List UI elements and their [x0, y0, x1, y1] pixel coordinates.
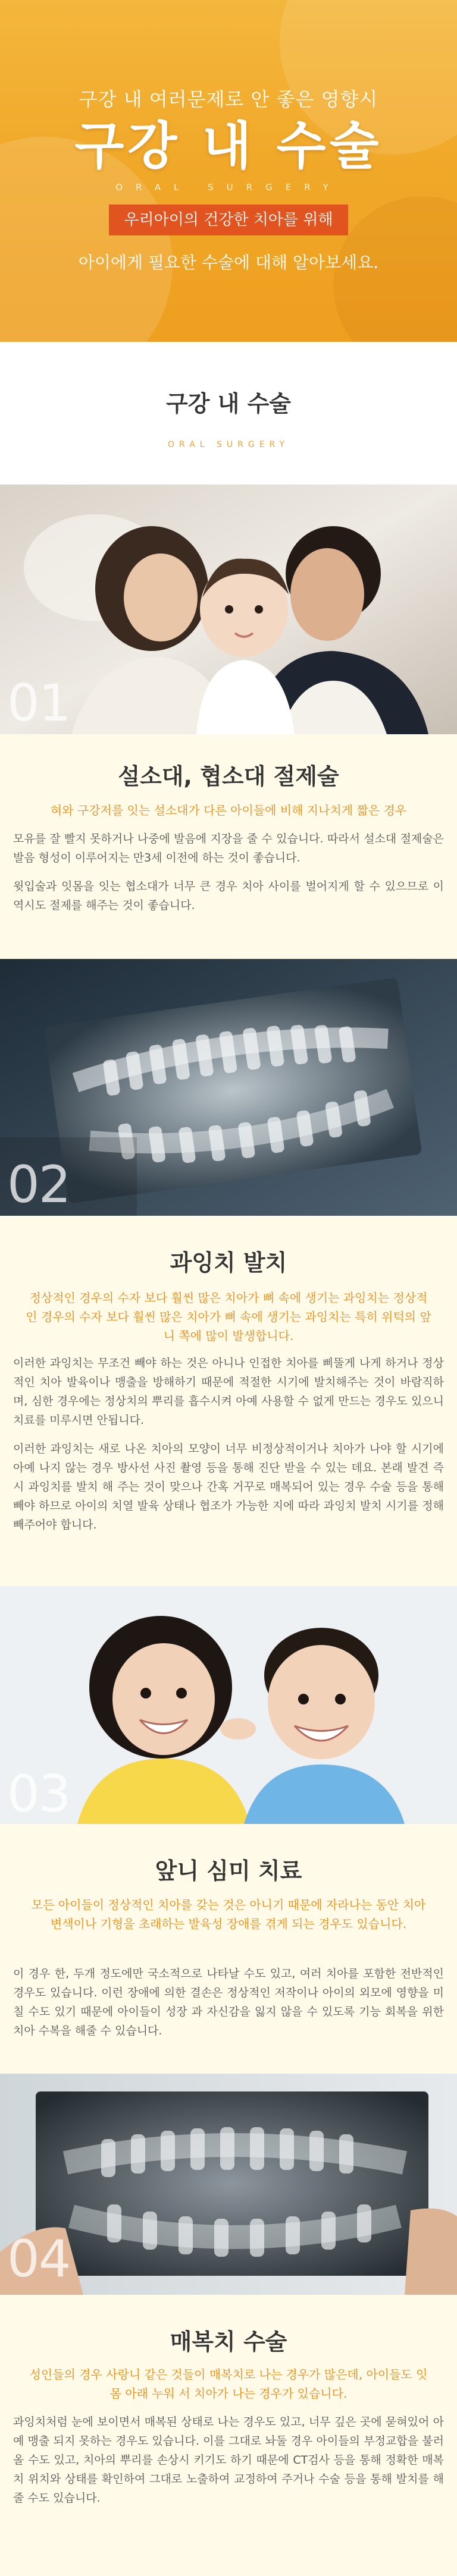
hero-banner: [0, 0, 457, 342]
section-body: [13, 1354, 444, 1544]
section-impacted-tooth-surgery: [0, 2295, 457, 2576]
section-title: 설소대, 협소대 절제술: [118, 763, 339, 790]
hero-english-title: ORAL SURGERY: [115, 182, 342, 193]
intro-title: 구강 내 수술: [166, 391, 291, 417]
xray-photo: [0, 959, 457, 1216]
hero-description: 아이에게 필요한 수술에 대해 알아보세요.: [78, 253, 379, 272]
section-lead: 혀와 구강저를 잇는 설소대가 다른 아이들에 비해 지나치게 짧은 경우: [50, 803, 407, 817]
section-number: 04: [7, 2229, 70, 2289]
panoramic-xray-photo: [0, 2074, 457, 2295]
section-lead: 정상적인 경우의 수자 보다 훨씬 많은 치아가 뼈 속에 생기는 과잉치는 정상적인 경우의 수자 보다 훨씬 많은 치아가 뼈 속에 생기는 과잉치는 특히 위턱의 앞니 쪽에 많이 발생합니다.: [26, 1291, 431, 1343]
section-title: 과잉치 발치: [170, 1250, 287, 1276]
section-supernumerary-extraction: [0, 1216, 457, 1586]
section-lead: 성인들의 경우 사랑니 같은 것들이 매복치로 나는 경우가 많은데, 아이들도 잇몸 아래 누워 서 치아가 나는 경우가 있습니다.: [29, 2367, 428, 2401]
section-title: 앞니 심미 치료: [155, 1858, 302, 1884]
section-title: 매복치 수술: [170, 2329, 287, 2355]
section-paragraph: 윗입술과 잇몸을 잇는 협소대가 너무 큰 경우 치아 사이를 벌어지게 할 수 있으므로 이 역시도 절제를 해주는 것이 좋습니다.: [13, 880, 444, 912]
section-lead: 모든 아이들이 정상적인 치아를 갖는 것은 아니기 때문에 자라나는 동안 치아 변색이나 기형을 초래하는 발육성 장애를 겪게 되는 경우도 있습니다.: [31, 1898, 426, 1931]
hero-title: 구강 내 수술: [74, 117, 383, 176]
section-number: 03: [7, 1764, 70, 1824]
section-paragraph: 이러한 과잉치는 무조건 빼야 하는 것은 아니나 인접한 치아를 삐뚤게 나게 하거나 정상적인 치아 발육이나 맹출을 방해하기 때문에 적절한 시기에 발치해주는 것이 바람직하며, 심한 경우에는 정상치의 뿌리를 흡수시켜 아예 사용할 수 없게 만드는 경우도 있으니 치료를 미루시면 안됩니다.: [13, 1357, 444, 1427]
section-front-teeth-aesthetics: [0, 1824, 457, 2074]
kids-photo: [0, 1586, 457, 1824]
section-paragraph: 이 경우 한, 두개 정도에만 국소적으로 나타날 수도 있고, 여러 치아를 포함한 전반적인 경우도 있습니다. 이런 장애에 의한 결손은 정상적인 저작이나 아이의 외모에 영향을 미칠 수도 있기 때문에 아이들이 성장 과 자신감을 잃지 않을 수 있도록 기능 회복을 위한 치아 수복을 해줄 수 있습니다.: [13, 1967, 444, 2037]
section-body: [13, 1964, 444, 2050]
section-body: [13, 2413, 444, 2517]
hero-ribbon: 우리아이의 건강한 치아를 위해: [109, 205, 348, 235]
section-frenectomy: [0, 734, 457, 959]
section-number: 02: [7, 1155, 70, 1215]
section-paragraph: 이러한 과잉치는 새로 나온 치아의 모양이 너무 비정상적이거나 치아가 나야 할 시기에 아예 나지 않는 경우 방사선 사진 촬영 등을 통해 진단 받을 수 있는 데요. 본래 발견 즉시 과잉치를 발치 해 주는 것이 맞으나 간혹 거꾸로 매복되어 있는 경우 수술 등을 통해 빼야 하므로 아이의 치열 발육 상태나 협조가 가능한 지에 따라 과잉치 발치 시기를 정해 빼주어야 합니다.: [13, 1442, 444, 1531]
section-number: 01: [7, 674, 70, 733]
section-paragraph: 모유를 잘 빨지 못하거나 나중에 발음에 지장을 줄 수 있습니다. 따라서 설소대 절제술은 발음 형성이 이루어지는 만3세 이전에 하는 것이 좋습니다.: [13, 832, 444, 864]
section-paragraph: 과잉치처럼 눈에 보이면서 매복된 상태로 나는 경우도 있고, 너무 깊은 곳에 묻혀있어 아예 맹출 되지 못하는 경우도 있습니다. 이를 그대로 놔둘 경우 아이들의 부정교합을 불러올 수도 있고, 치아의 뿌리를 손상시 키기도 하기 때문에 CT검사 등을 통해 정확한 매복치 위치와 상태를 확인하여 그대로 노출하여 교정하여 주거나 수술 등을 통해 발치를 해줄 수도 있습니다.: [13, 2415, 444, 2505]
section-body: [13, 829, 444, 924]
family-photo: [0, 485, 457, 734]
hero-subtitle: 구강 내 여러문제로 안 좋은 영향시: [79, 88, 378, 111]
intro-english-title: ORAL SURGERY: [168, 440, 289, 449]
